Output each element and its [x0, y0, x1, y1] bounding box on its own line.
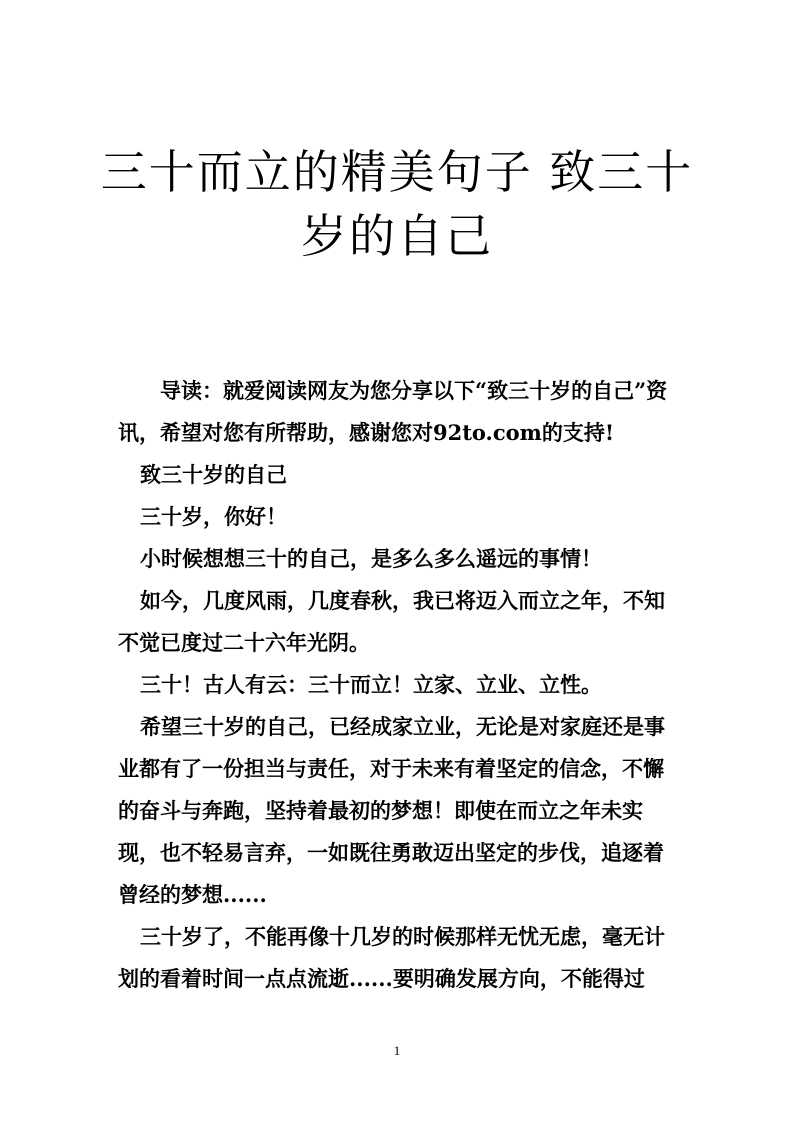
document-title: 三十而立的精美句子 致三十岁的自己	[100, 145, 694, 263]
page-number: 1	[393, 1043, 401, 1058]
intro-paragraph: 导读：就爱阅读网友为您分享以下“致三十岁的自己”资讯，希望对您有所帮助，感谢您对92to.com的支持!	[118, 378, 668, 445]
paragraph: 如今，几度风雨，几度春秋，我已将迈入而立之年，不知不觉已度过二十六年光阴。	[118, 588, 665, 655]
paragraph: 三十岁，你好！	[140, 504, 287, 529]
section-heading: 致三十岁的自己	[140, 462, 287, 487]
paragraph: 三十岁了，不能再像十几岁的时候那样无忧无虑，毫无计划的看着时间一点点流逝......要明确发展方向，不能得过	[118, 924, 665, 991]
document-body	[118, 370, 678, 1000]
paragraph: 希望三十岁的自己，已经成家立业，无论是对家庭还是事业都有了一份担当与责任，对于未来有着坚定的信念，不懈的奋斗与奔跑，坚持着最初的梦想！即使在而立之年未实现，也不轻易言弃，一如既往勇敢迈出坚定的步伐，追逐着曾经的梦想......	[118, 714, 665, 907]
paragraph: 小时候想想三十的自己，是多么多么遥远的事情！	[140, 546, 602, 571]
paragraph: 三十！古人有云：三十而立！立家、立业、立性。	[140, 672, 602, 697]
